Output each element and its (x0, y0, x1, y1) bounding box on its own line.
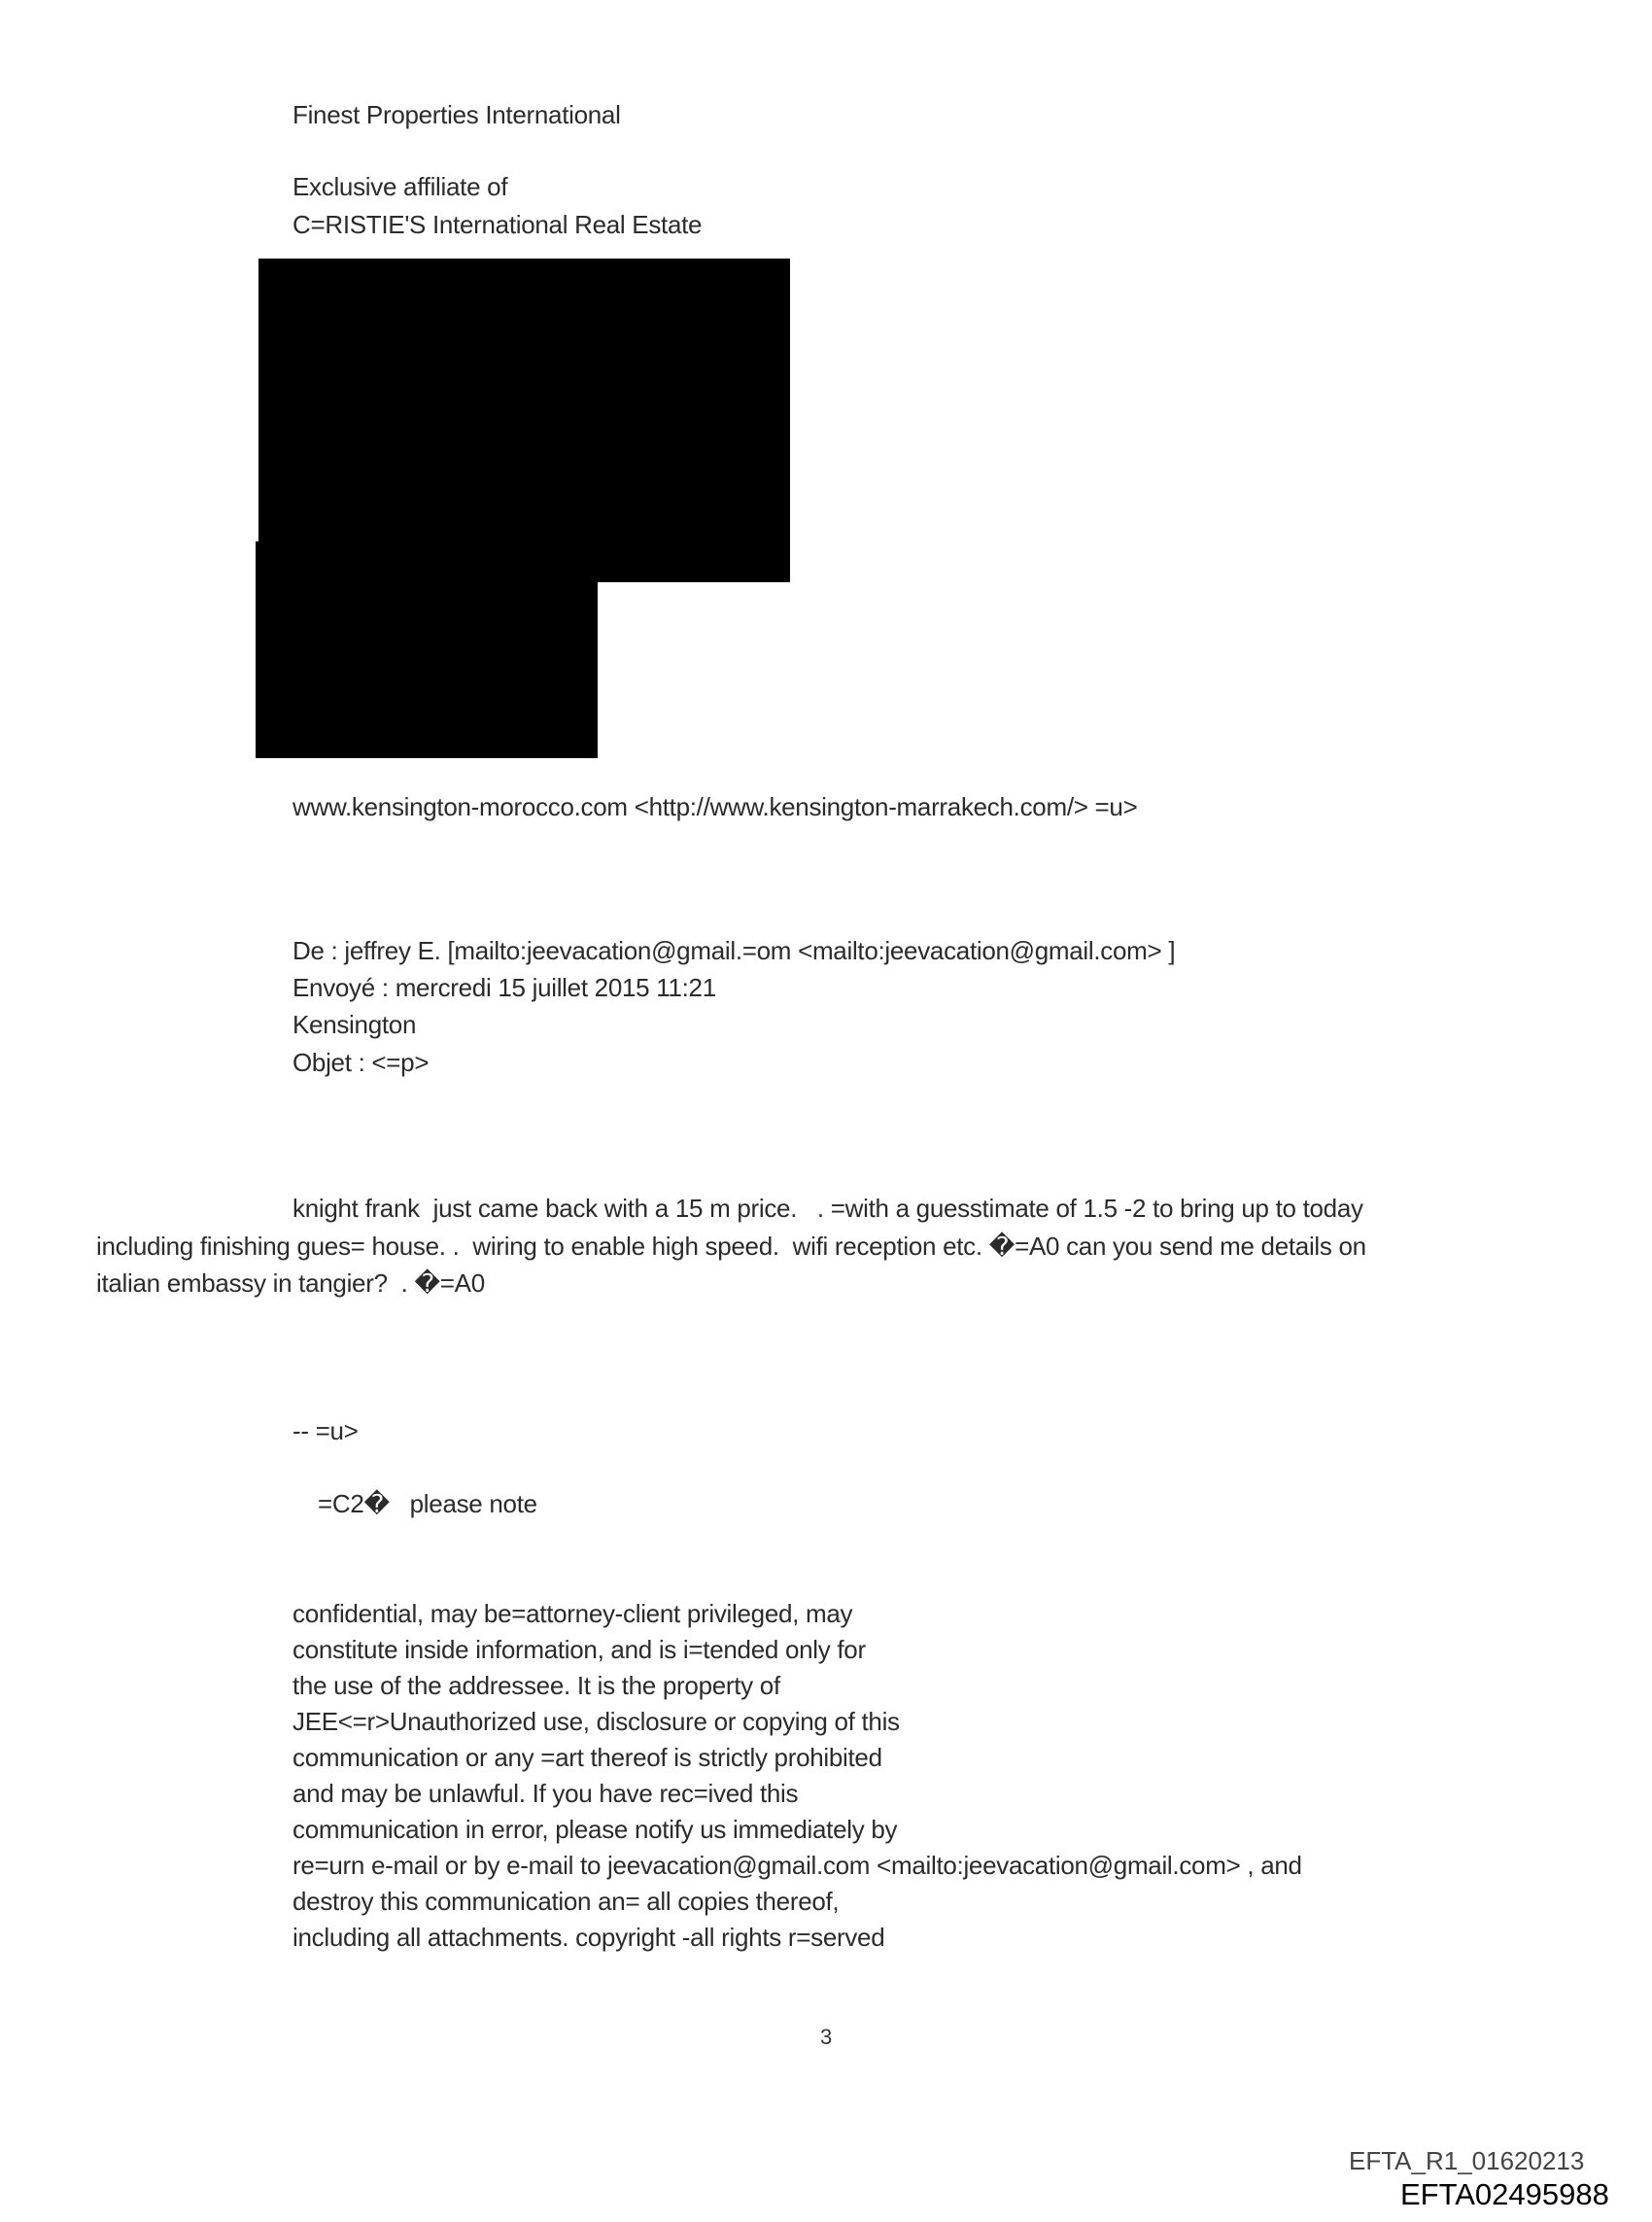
disclaimer-line: including all attachments. copyright -all rights r=served (293, 1923, 885, 1952)
affiliate-line-2: C=RISTIE'S International Real Estate (293, 210, 703, 239)
disclaimer-line: destroy this communication an= all copies thereof, (293, 1887, 840, 1916)
disclaimer-line: communication in error, please notify us immediately by (293, 1815, 898, 1844)
body-line-1: knight frank just came back with a 15 m price. . =with a guesstimate of 1.5 -2 to bring up to today (293, 1194, 1363, 1223)
disclaimer-line: and may be unlawful. If you have rec=ived this (293, 1779, 799, 1808)
email-to: Kensington (293, 1010, 417, 1039)
email-sent: Envoyé : mercredi 15 juillet 2015 11:21 (293, 973, 716, 1002)
affiliate-line-1: Exclusive affiliate of (293, 172, 508, 201)
disclaimer-line: re=urn e-mail or by e-mail to jeevacation@gmail.com <mailto:jeevacation@gmail.com> , and (293, 1851, 1302, 1880)
disclaimer-line: confidential, may be=attorney-client privileged, may (293, 1599, 853, 1628)
disclaimer-line: communication or any =art thereof is strictly prohibited (293, 1743, 882, 1772)
disclaimer-line: JEE<=r>Unauthorized use, disclosure or copying of this (293, 1707, 900, 1736)
body-line-2: including finishing gues= house. . wiring to enable high speed. wifi reception etc. �=A0 can you send me details on (96, 1232, 1366, 1261)
redacted-block-upper (258, 259, 790, 582)
disclaimer-line: constitute inside information, and is i=tended only for (293, 1635, 866, 1664)
signature-note: =C2� please note (318, 1489, 537, 1518)
disclaimer-line: the use of the addressee. It is the property of (293, 1671, 780, 1700)
email-subject: Objet : <=p> (293, 1048, 430, 1077)
website-line: www.kensington-morocco.com <http://www.kensington-marrakech.com/> =u> (293, 792, 1138, 821)
email-from: De : jeffrey E. [mailto:jeevacation@gmail.=om <mailto:jeevacation@gmail.com> ] (293, 936, 1176, 965)
bates-number-r1: EFTA_R1_01620213 (1349, 2146, 1585, 2175)
signature-separator: -- =u> (293, 1416, 359, 1445)
bates-number: EFTA02495988 (1400, 2177, 1609, 2211)
redacted-block-lower (256, 541, 598, 758)
company-name: Finest Properties International (293, 100, 621, 129)
page-number: 3 (820, 2025, 833, 2049)
body-line-3: italian embassy in tangier? . �=A0 (96, 1268, 485, 1298)
